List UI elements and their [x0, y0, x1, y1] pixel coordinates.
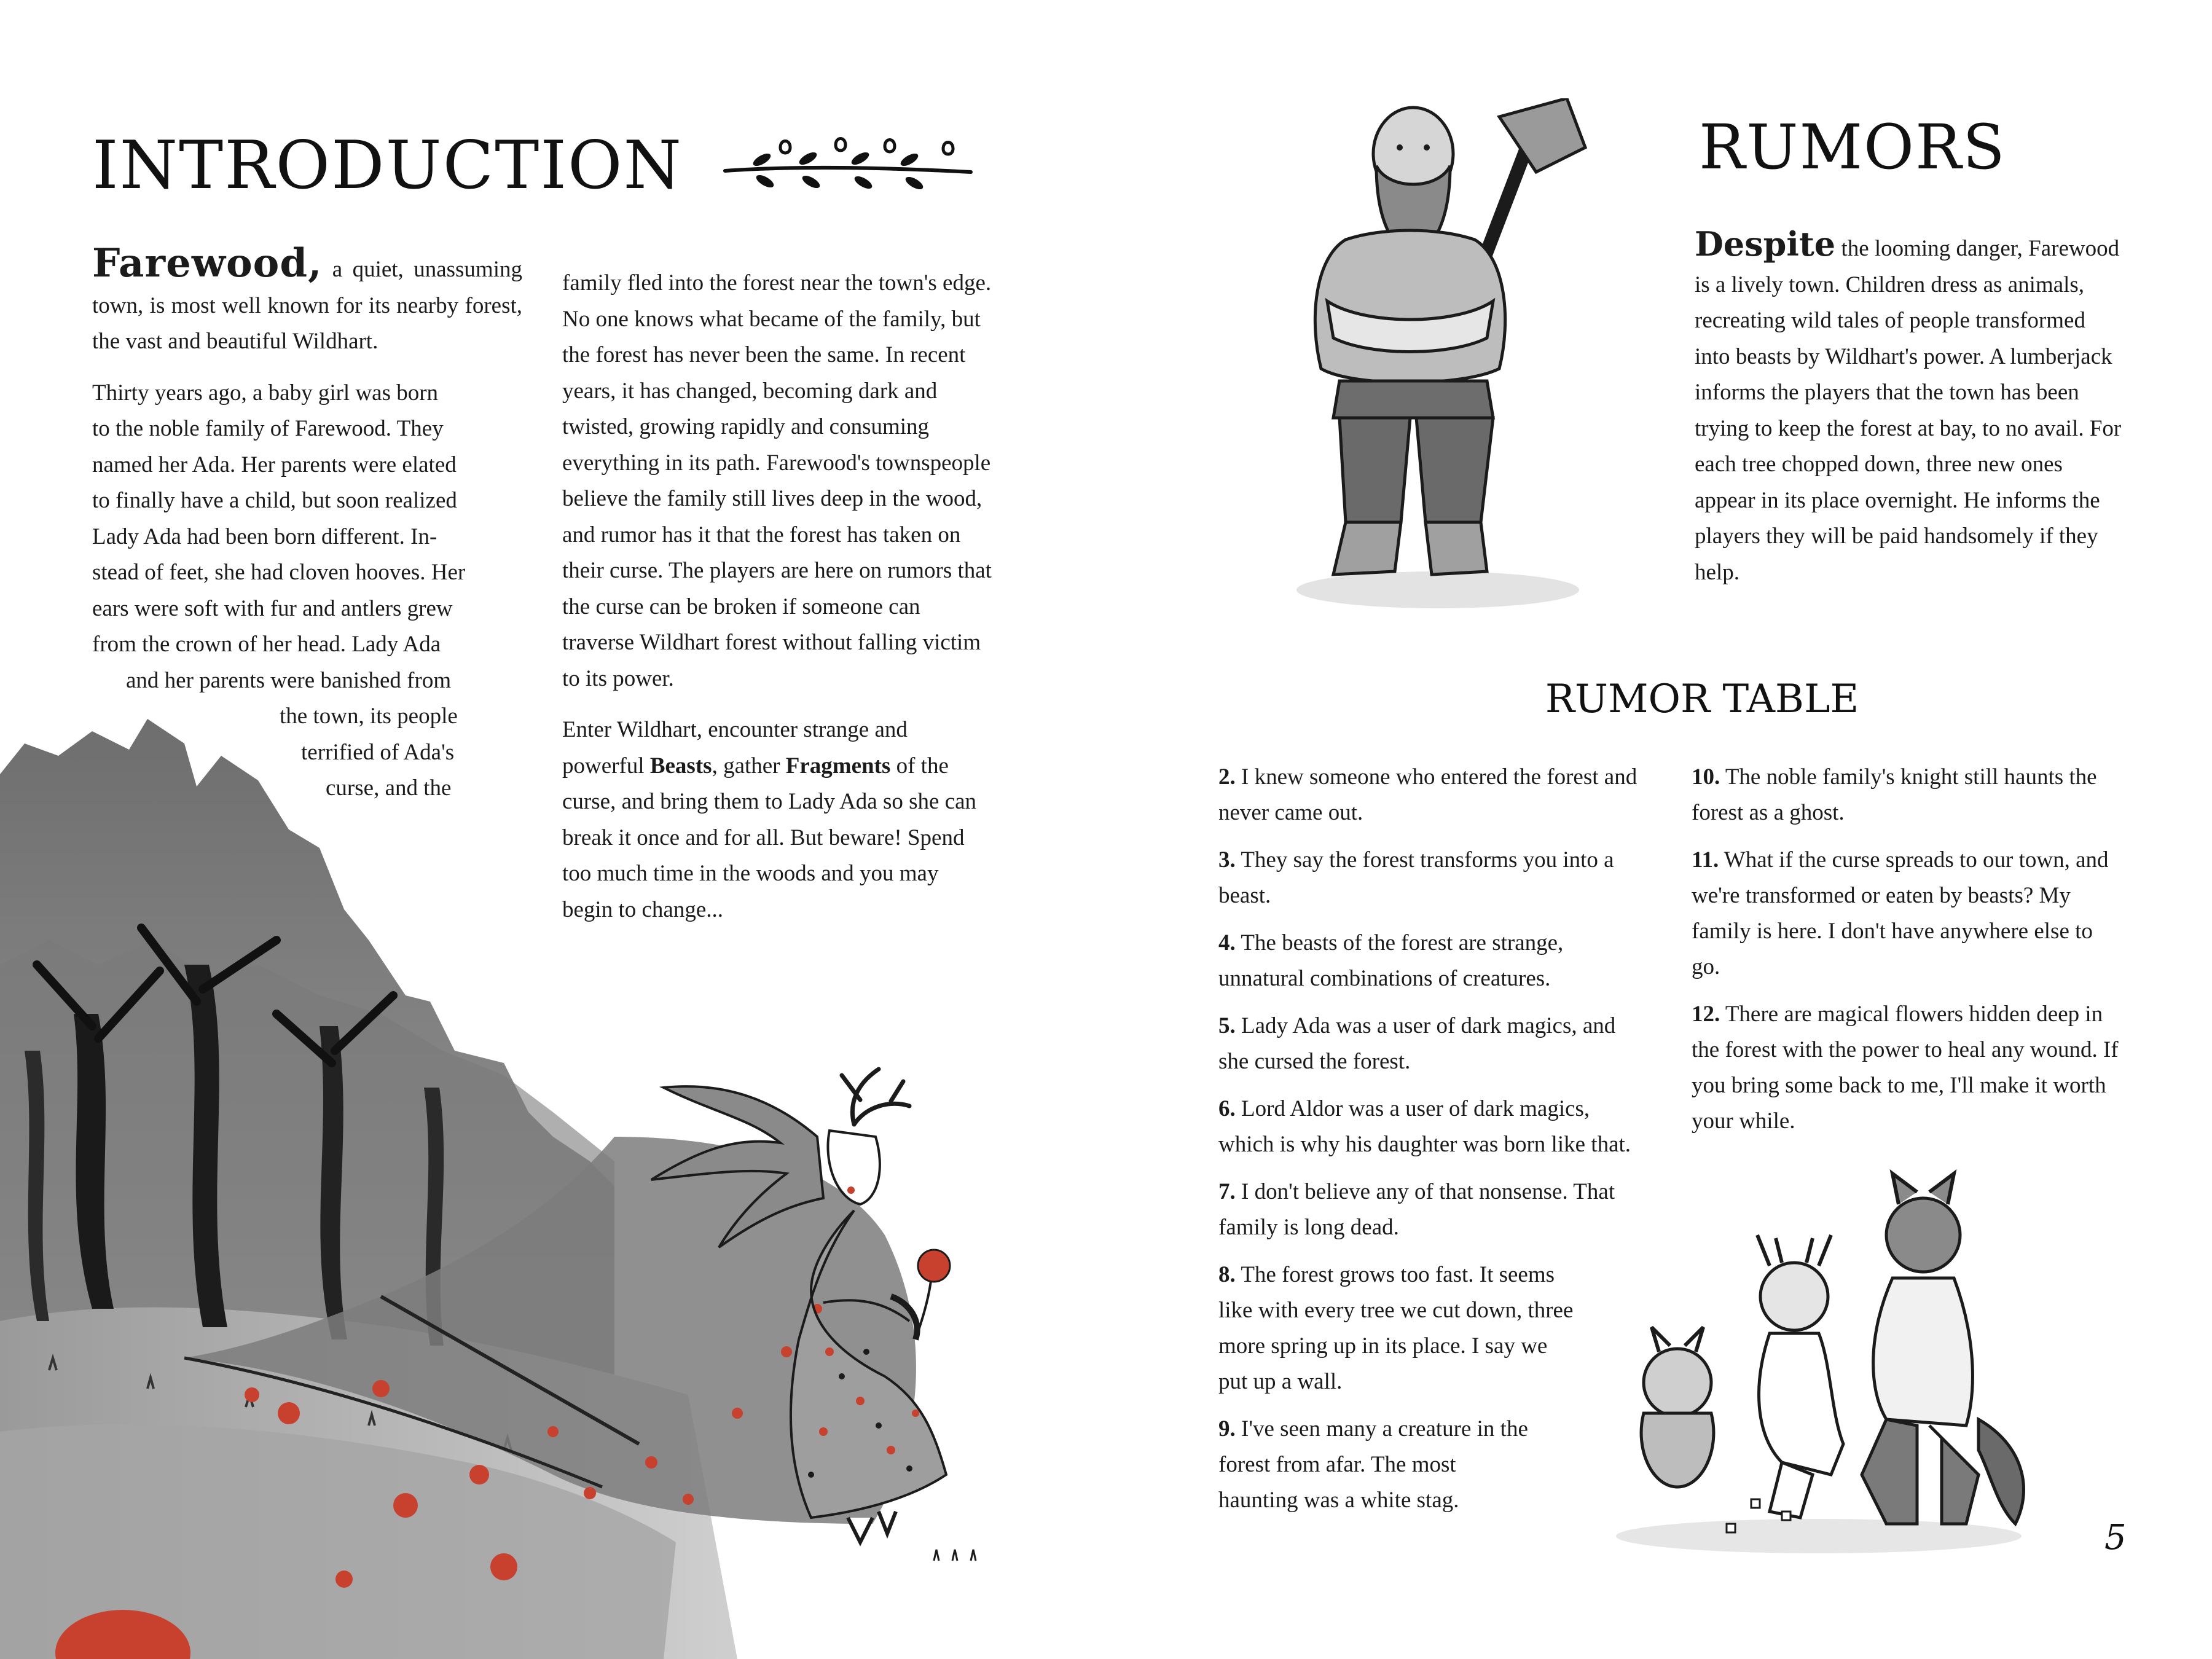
- rumor-number: 6.: [1218, 1096, 1236, 1121]
- intro-title: INTRODUCTION: [92, 127, 683, 204]
- dropcap-despite: Despite: [1695, 224, 1836, 264]
- rumor-item: [1218, 1174, 1642, 1245]
- rumor-text: I knew someone who entered the forest and never came out.: [1218, 764, 1637, 825]
- p2-line: the town, its people: [280, 704, 458, 729]
- rumor-list-right: [1692, 759, 2122, 1151]
- rumor-text: There are magical flowers hidden deep in the forest with the power to heal any wound. If you bring some back to me, I'll make it worth your while.: [1692, 1002, 2119, 1134]
- rumor-item: [1692, 997, 2122, 1139]
- rumor-text: The noble family's knight still haunts the forest as a ghost.: [1692, 764, 2097, 825]
- children-playing-illustration: [1598, 1155, 2040, 1561]
- dropcap-farewood: Farewood,: [92, 240, 323, 286]
- p2-line: ears were soft with fur and antlers grew: [92, 595, 453, 621]
- rumor-number: 4.: [1218, 930, 1236, 955]
- rumor-list-left: [1218, 759, 1642, 1530]
- rumors-intro-text: the looming danger, Farewood is a lively town. Children dress as animals, recreating wild tales of people transformed into beasts by Wildhart's power. A lumberjack informs the players that the town has been trying to keep the forest at bay, to no avail. For each tree chopped down, three new ones appear in its place overnight. He informs the players they will be paid handsomely if they help.: [1695, 236, 2122, 585]
- intro-col2-paragraph-1-text: family fled into the forest near the town's edge. No one knows what became of the family, but the forest has never been the same. In recent years, it has changed, becoming dark and twisted, growing rapidly and consuming everything in its path. Farewood's townspeople believe the family still lives deep in the wood, and rumor has it that the forest has taken on their curse. The players are here on rumors that the curse can be broken if someone can traverse Wildhart forest without falling victim to its power.: [562, 270, 992, 691]
- right-page: [1106, 0, 2212, 1659]
- p2-line: curse, and the: [326, 775, 452, 801]
- rumor-item: [1218, 1008, 1642, 1080]
- p2-line: terrified of Ada's: [301, 739, 455, 765]
- rumor-number: 9.: [1218, 1416, 1236, 1441]
- rumor-number: 3.: [1218, 847, 1236, 873]
- rumor-item: [1218, 842, 1642, 914]
- rumor-text: They say the forest transforms you into a beast.: [1218, 847, 1614, 908]
- rumor-number: 2.: [1218, 764, 1236, 790]
- p2-line: stead of feet, she had cloven hooves. Her: [92, 560, 466, 585]
- intro-paragraph-2: [92, 375, 522, 807]
- p2-line: from the crown of her head. Lady Ada: [92, 632, 441, 657]
- rumor-number: 7.: [1218, 1179, 1236, 1204]
- beasts-term: Beasts: [649, 753, 712, 779]
- intro-column-1: [92, 240, 522, 807]
- p2-text-b: , gather: [712, 753, 786, 779]
- page-number: 5: [2104, 1518, 2127, 1558]
- p2-line: Lady Ada had been born different. In-: [92, 524, 437, 549]
- p2-line: to finally have a child, but soon realized: [92, 488, 457, 513]
- rumor-text: Lady Ada was a user of dark magics, and she cursed the forest.: [1218, 1013, 1616, 1074]
- rumor-table-title: RUMOR TABLE: [1545, 677, 1859, 722]
- p2-text-c: of the curse, and bring them to Lady Ada so she can break it once and for all. But beware! Spend too much time in the woods and you may begin to change...: [562, 753, 977, 922]
- rumor-number: 8.: [1218, 1262, 1236, 1287]
- rumor-item: [1218, 1411, 1538, 1518]
- p2-line: and her parents were banished from: [126, 667, 452, 693]
- rumor-number: 5.: [1218, 1013, 1236, 1038]
- rumor-text: I've seen many a creature in the forest from afar. The most haunting was a white stag.: [1218, 1416, 1528, 1513]
- rumor-text: Lord Aldor was a user of dark magics, which is why his daughter was born like that.: [1218, 1096, 1631, 1157]
- rumor-number: 12.: [1692, 1002, 1720, 1027]
- rumor-item: [1218, 925, 1642, 997]
- p2-text-a: Enter Wildhart, encounter strange and powerful: [562, 717, 908, 779]
- p2-line: named her Ada. Her parents were elated: [92, 452, 457, 477]
- p2-line: to the noble family of Farewood. They: [92, 416, 444, 441]
- intro-col2-paragraph-2: [562, 712, 992, 928]
- rumor-item: [1218, 759, 1642, 831]
- rumor-number: 11.: [1692, 847, 1719, 873]
- rumor-text: The forest grows too fast. It seems like with every tree we cut down, three more spring up in its place. I say we put up a wall.: [1218, 1262, 1574, 1394]
- intro-column-2: [562, 265, 992, 943]
- rumors-intro: [1695, 226, 2125, 606]
- rumors-intro-paragraph: [1695, 226, 2125, 590]
- p2-line: Thirty years ago, a baby girl was born: [92, 380, 439, 406]
- rumor-number: 10.: [1692, 764, 1720, 790]
- fragments-term: Fragments: [785, 753, 891, 779]
- rumor-item: [1692, 759, 2122, 831]
- rumors-title: RUMORS: [1699, 111, 2006, 183]
- rumor-item: [1692, 842, 2122, 985]
- rumor-text: The beasts of the forest are strange, unnatural combinations of creatures.: [1218, 930, 1564, 991]
- rumor-item: [1218, 1257, 1575, 1400]
- lumberjack-illustration: [1278, 98, 1598, 614]
- rumor-text: I don't believe any of that nonsense. That family is long dead.: [1218, 1179, 1615, 1240]
- lady-ada-illustration: [627, 1032, 1020, 1573]
- intro-paragraph-1: [92, 240, 522, 360]
- flower-branch-ornament: [719, 135, 977, 203]
- intro-paragraph-1-text: a quiet, unassuming town, is most well known for its nearby forest, the vast and beautiful Wildhart.: [92, 257, 522, 354]
- rumor-text: What if the curse spreads to our town, and we're transformed or eaten by beasts? My family is here. I don't have anywhere else to go.: [1692, 847, 2109, 979]
- rumor-item: [1218, 1091, 1642, 1163]
